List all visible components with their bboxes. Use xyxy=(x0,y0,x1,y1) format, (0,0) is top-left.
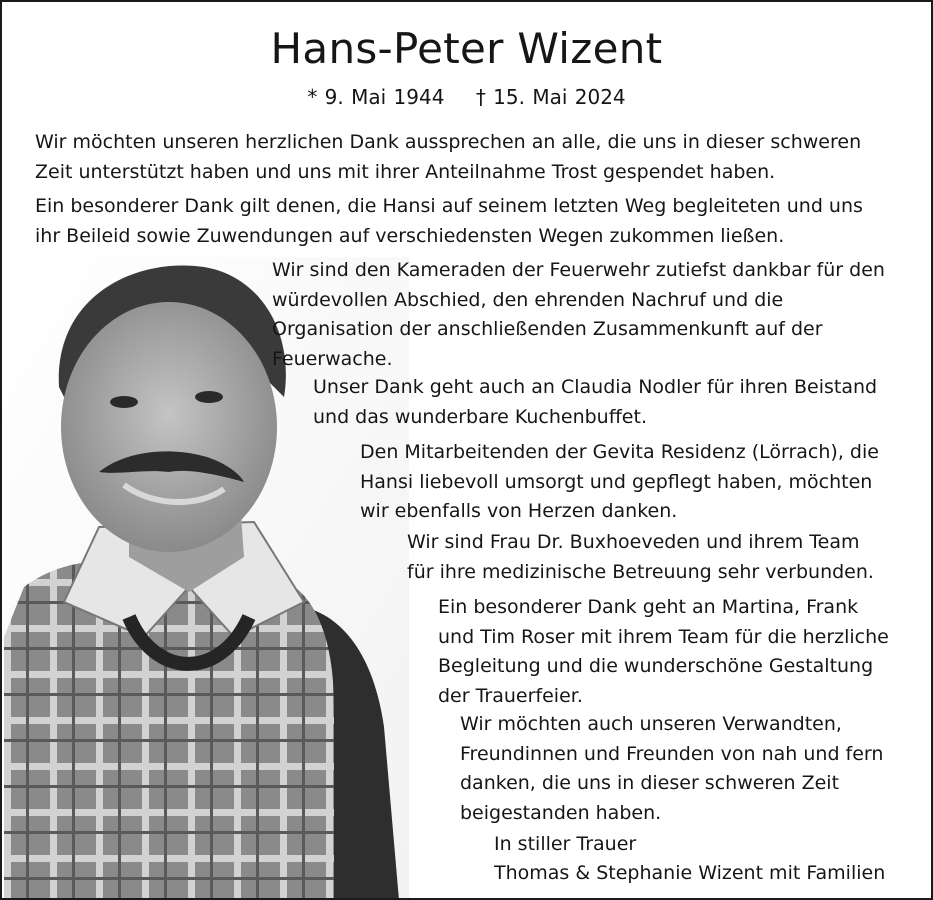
text-line: würdevollen Abschied, den ehrenden Nachruf und die xyxy=(272,288,784,311)
text-line: und Tim Roser mit ihrem Team für die herzliche xyxy=(438,625,889,648)
thanks-paragraph-claudia-nodler xyxy=(313,373,877,432)
thanks-paragraph-fire-brigade xyxy=(272,256,885,374)
thanks-paragraph-1 xyxy=(35,128,861,187)
text-line: Wir möchten auch unseren Verwandten, xyxy=(460,713,842,735)
thanks-paragraph-2 xyxy=(35,192,863,251)
text-line: Ein besonderer Dank gilt denen, die Hansi auf seinem letzten Weg begleiteten und uns xyxy=(35,195,863,217)
thanks-paragraph-roser-team xyxy=(438,593,889,711)
family-signature: Thomas & Stephanie Wizent mit Familien xyxy=(494,862,886,884)
text-line: ihr Beileid sowie Zuwendungen auf verschiedensten Wegen zukommen ließen. xyxy=(35,224,785,247)
text-line: Zeit unterstützt haben und uns mit ihrer Anteilnahme Trost gespendet haben. xyxy=(35,160,776,183)
text-line: Freundinnen und Freunden von nah und fern xyxy=(460,742,884,765)
text-line: und das wunderbare Kuchenbuffet. xyxy=(313,405,647,428)
text-line: wir ebenfalls von Herzen danken. xyxy=(360,500,678,522)
text-line: Organisation der anschließenden Zusammenkunft auf der xyxy=(272,318,823,340)
text-line: Den Mitarbeitenden der Gevita Residenz (Lörrach), die xyxy=(360,441,879,463)
thanks-paragraph-dr-buxhoeveden xyxy=(407,528,874,587)
closing-signature xyxy=(494,830,885,888)
text-line: Begleitung und die wunderschöne Gestaltung xyxy=(438,655,874,677)
text-line: Hansi liebevoll umsorgt und gepflegt haben, möchten xyxy=(360,470,873,493)
text-line: der Trauerfeier. xyxy=(438,684,583,707)
birth-date: * 9. Mai 1944 xyxy=(307,85,445,109)
death-date: † 15. Mai 2024 xyxy=(475,85,626,109)
text-line: Feuerwache. xyxy=(272,347,393,370)
thanks-paragraph-gevita-residenz xyxy=(360,438,879,527)
text-line: danken, die uns in dieser schweren Zeit xyxy=(460,772,840,794)
thanks-paragraph-relatives-friends xyxy=(460,710,883,828)
text-line: Wir sind Frau Dr. Buxhoeveden und ihrem Team xyxy=(407,531,860,553)
text-line: Wir möchten unseren herzlichen Dank aussprechen an alle, die uns in dieser schweren xyxy=(35,131,862,153)
text-line: Wir sind den Kameraden der Feuerwehr zutiefst dankbar für den xyxy=(272,259,885,281)
closing-line: In stiller Trauer xyxy=(494,833,637,855)
text-line: Ein besonderer Dank geht an Martina, Frank xyxy=(438,596,859,618)
text-line: Unser Dank geht auch an Claudia Nodler für ihren Beistand xyxy=(313,376,878,398)
text-line: für ihre medizinische Betreuung sehr verbunden. xyxy=(407,560,874,583)
text-line: beigestanden haben. xyxy=(460,801,662,824)
deceased-name: Hans-Peter Wizent xyxy=(270,24,663,73)
life-dates xyxy=(2,81,931,113)
